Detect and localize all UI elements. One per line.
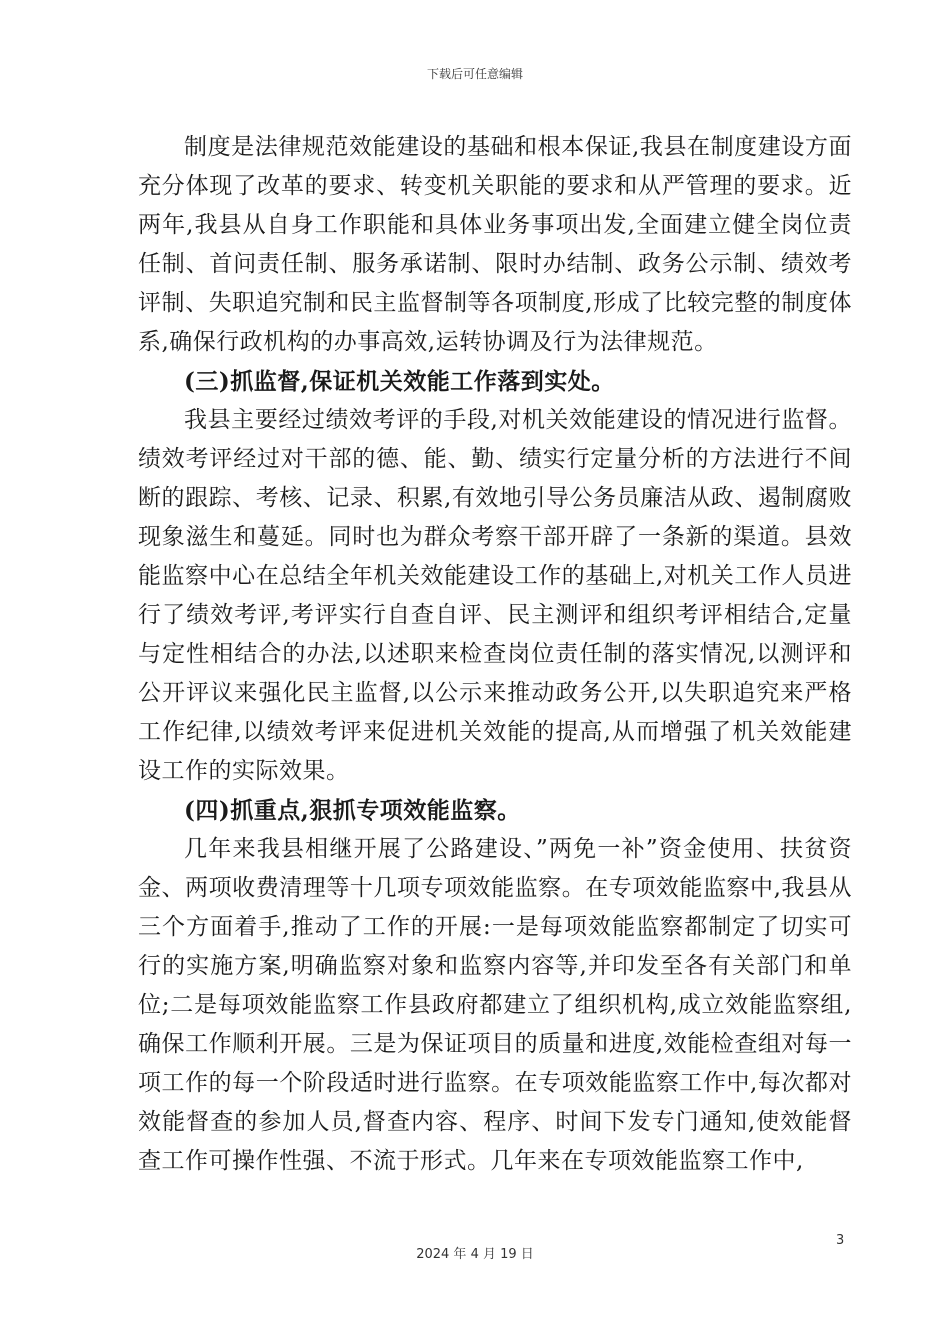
section-heading-key-points: (四)抓重点,狠抓专项效能监察。	[184, 797, 521, 824]
page-number: 3	[836, 1233, 845, 1248]
document-body	[138, 128, 852, 1181]
paragraph-system-building: 制度是法律规范效能建设的基础和根本保证,我县在制度建设方面充分体现了改革的要求、转变机关职能的要求和从严管理的要求。近两年,我县从自身工作职能和具体业务事项出发,全面建立健全岗位责任制、首问责任制、服务承诺制、限时办结制、政务公示制、绩效考评制、失职追究制和民主监督制等各项制度,形成了比较完整的制度体系,确保行政机构的办事高效,运转协调及行为法律规范。	[138, 134, 852, 355]
paragraph-special-supervision: 几年来我县相继开展了公路建设、”两免一补”资金使用、扶贫资金、两项收费清理等十几项专项效能监察。在专项效能监察中,我县从三个方面着手,推动了工作的开展:一是每项效能监察都制定了切实可行的实施方案,明确监察对象和监察内容等,并印发至各有关部门和单位;二是每项效能监察工作县政府都建立了组织机构,成立效能监察组,确保工作顺利开展。三是为保证项目的质量和进度,效能检查组对每一项工作的每一个阶段适时进行监察。在专项效能监察工作中,每次都对效能督查的参加人员,督查内容、程序、时间下发专门通知,使效能督查工作可操作性强、不流于形式。几年来在专项效能监察工作中,	[138, 836, 852, 1174]
section-heading-supervision: (三)抓监督,保证机关效能工作落到实处。	[184, 368, 615, 395]
paragraph-performance-evaluation: 我县主要经过绩效考评的手段,对机关效能建设的情况进行监督。绩效考评经过对干部的德、能、勤、绩实行定量分析的方法进行不间断的跟踪、考核、记录、积累,有效地引导公务员廉洁从政、遏制腐败现象滋生和蔓延。同时也为群众考察干部开辟了一条新的渠道。县效能监察中心在总结全年机关效能建设工作的基础上,对机关工作人员进行了绩效考评,考评实行自查自评、民主测评和组织考评相结合,定量与定性相结合的办法,以述职来检查岗位责任制的落实情况,以测评和公开评议来强化民主监督,以公示来推动政务公开,以失职追究来严格工作纪律,以绩效考评来促进机关效能的提高,从而增强了机关效能建设工作的实际效果。	[138, 407, 852, 784]
footer-date: 2024 年 4 月 19 日	[416, 1247, 534, 1262]
page-header: 下载后可任意编辑	[426, 67, 523, 81]
